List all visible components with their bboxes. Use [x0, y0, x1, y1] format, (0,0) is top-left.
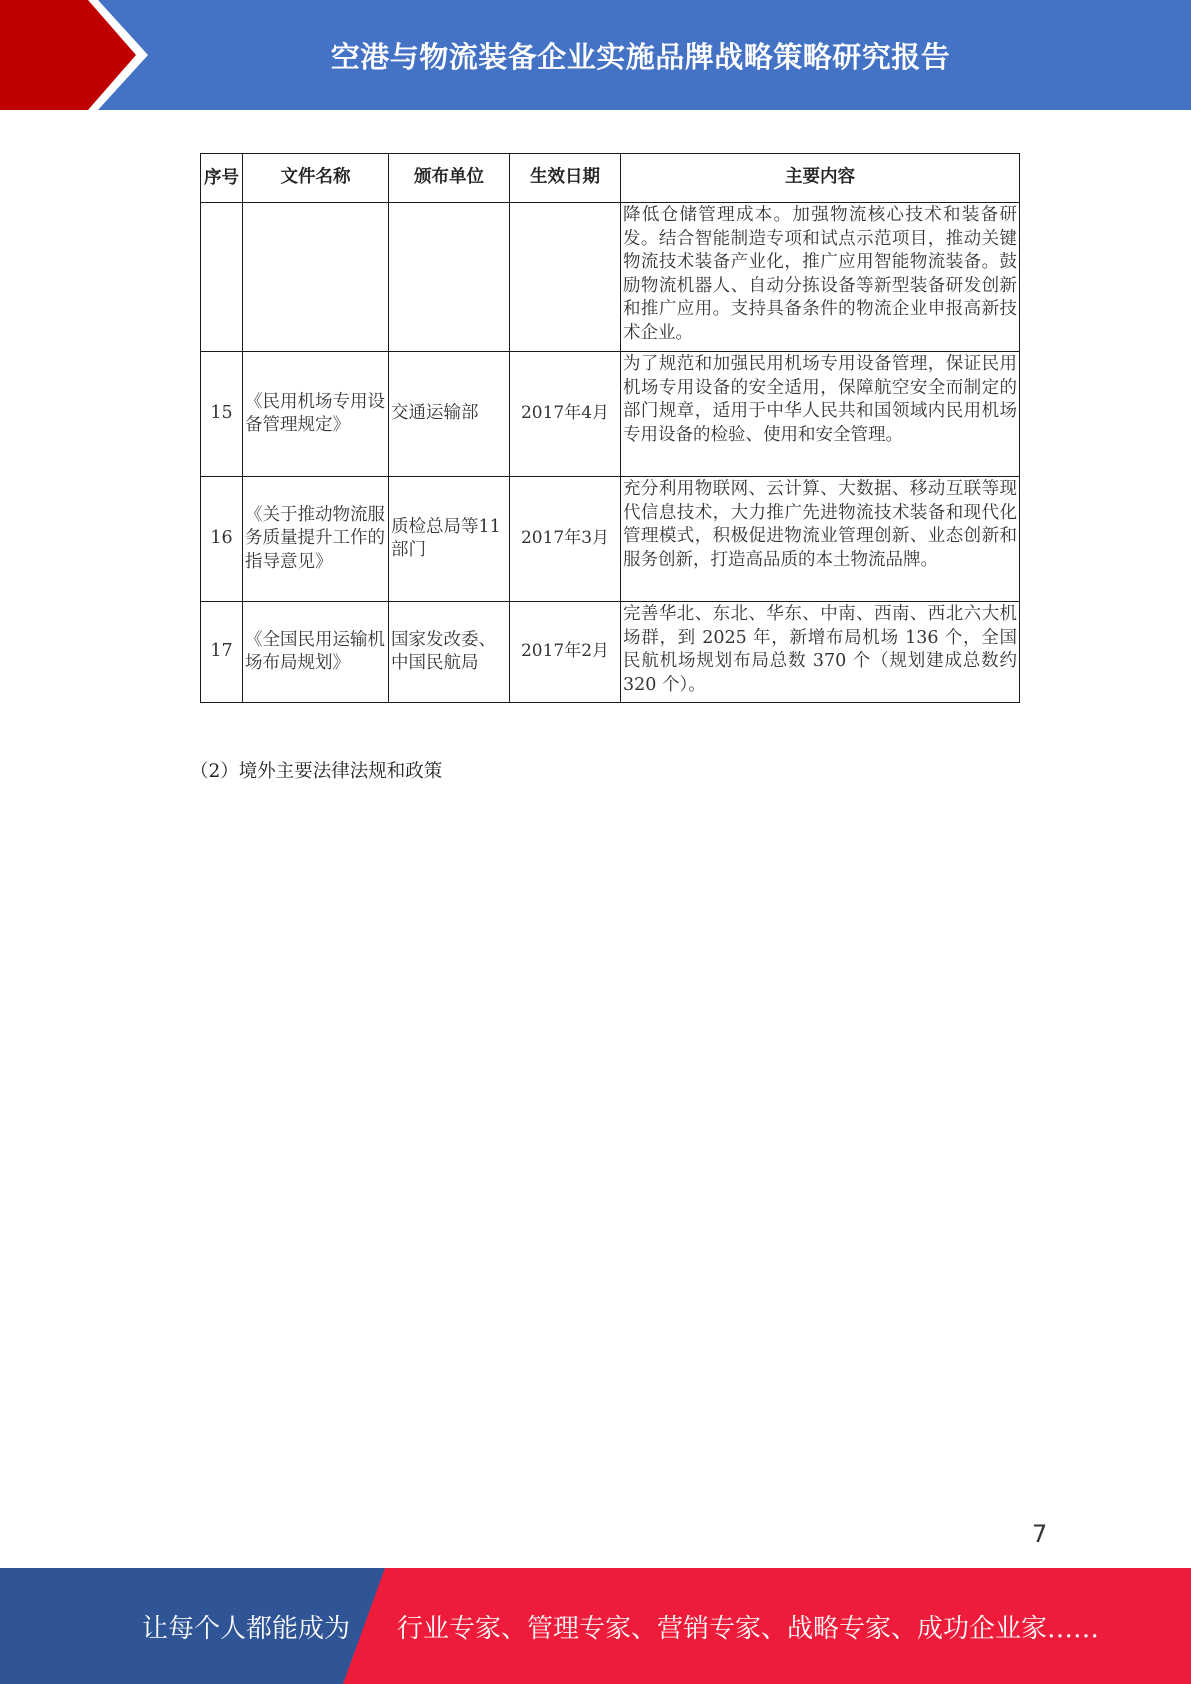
report-title: 空港与物流装备企业实施品牌战略策略研究报告: [330, 39, 951, 74]
section-subheading: （2）境外主要法律法规和政策: [190, 761, 443, 782]
cell-number: 15: [201, 352, 243, 477]
column-header-document-name: 文件名称: [243, 154, 389, 203]
cell-issuer: 交通运输部: [389, 352, 510, 477]
header-band: [0, 0, 1191, 110]
column-header-effective-date: 生效日期: [510, 154, 621, 203]
footer-slogan-right: 行业专家、管理专家、营销专家、战略专家、成功企业家……: [397, 1613, 1100, 1644]
cell-issuer: [389, 203, 510, 352]
cell-issuer: 质检总局等11部门: [389, 477, 510, 602]
cell-main-content: 充分利用物联网、云计算、大数据、移动互联等现代信息技术，大力推广先进物流技术装备和现代化管理模式，积极促进物流业管理创新、业态创新和服务创新，打造高品质的本土物流品牌。: [621, 477, 1020, 602]
cell-effective-date: 2017年2月: [510, 602, 621, 703]
cell-document-name: 《关于推动物流服务质量提升工作的指导意见》: [243, 477, 389, 602]
column-header-issuer: 颁布单位: [389, 154, 510, 203]
cell-document-name: 《全国民用运输机场布局规划》: [243, 602, 389, 703]
cell-document-name: 《民用机场专用设备管理规定》: [243, 352, 389, 477]
cell-effective-date: 2017年3月: [510, 477, 621, 602]
cell-number: [201, 203, 243, 352]
table-row: [201, 352, 1020, 477]
column-header-number: 序号: [201, 154, 243, 203]
table-row: [201, 203, 1020, 352]
regulations-table: [200, 153, 1020, 703]
cell-issuer: 国家发改委、中国民航局: [389, 602, 510, 703]
cell-number: 16: [201, 477, 243, 602]
table-header-row: [201, 154, 1020, 203]
cell-main-content: 完善华北、东北、华东、中南、西南、西北六大机场群，到 2025 年，新增布局机场 136 个，全国民航机场规划布局总数 370 个（规划建成总数约 320 个）。: [621, 602, 1020, 703]
column-header-main-content: 主要内容: [621, 154, 1020, 203]
cell-document-name: [243, 203, 389, 352]
cell-effective-date: 2017年4月: [510, 352, 621, 477]
cell-main-content: 为了规范和加强民用机场专用设备管理，保证民用机场专用设备的安全适用，保障航空安全而制定的部门规章，适用于中华人民共和国领域内民用机场专用设备的检验、使用和安全管理。: [621, 352, 1020, 477]
footer-slogan-left: 让每个人都能成为: [142, 1613, 351, 1644]
footer-band: [0, 1568, 1191, 1684]
cell-effective-date: [510, 203, 621, 352]
cell-main-content: 降低仓储管理成本。加强物流核心技术和装备研发。结合智能制造专项和试点示范项目，推动关键物流技术装备产业化，推广应用智能物流装备。鼓励物流机器人、自动分拣设备等新型装备研发创新和推广应用。支持具备条件的物流企业申报高新技术企业。: [621, 203, 1020, 352]
page-number: 7: [1032, 1520, 1048, 1548]
table-row: [201, 602, 1020, 703]
table-row: [201, 477, 1020, 602]
chevron-arrow-icon: [0, 0, 160, 110]
cell-number: 17: [201, 602, 243, 703]
